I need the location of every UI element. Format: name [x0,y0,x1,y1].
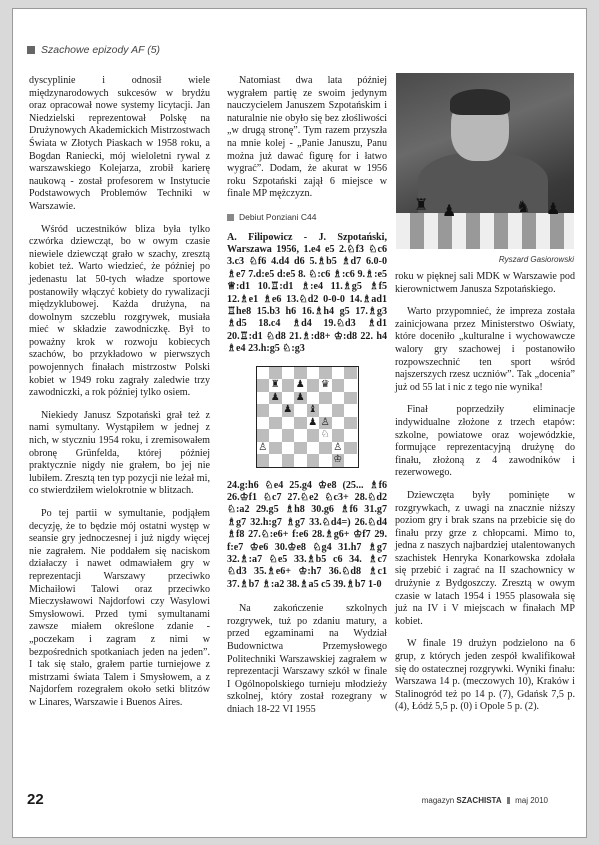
chess-piece-icon: ♟ [546,201,561,218]
board-square [294,417,307,430]
board-square [344,392,357,405]
board-square [282,367,295,380]
chess-piece-icon: ♞ [516,199,531,216]
paragraph: dyscyplinie i odnosił wiele międzynarodowych sukcesów w brydżu oraz opracował nowe systemy licytacji. Jan Niedzielski reprezentował Polskę na Drużynowych Akademickich Mistrzostwach Świata w Złotych Piaskach w 1958 roku, a Bogdan Raniecki, mój wieloletni rywal z warszawskiego Kolejarza, zrobił karierę naukową - został profesorem w Instytucie Podstawowych Problemów Techniki w Warszawie. [29,75,210,212]
board-square [282,379,295,392]
magazine-info [422,796,548,805]
board-square: ♔ [333,454,343,466]
chess-diagram [256,366,359,468]
board-square [344,454,357,467]
photo-hair-shape [450,89,510,115]
opening-name: Debiut Ponziani C44 [239,211,317,222]
magazine-page [12,8,587,838]
issue-date: maj 2010 [515,796,548,805]
board-square [269,442,282,455]
board-square [257,392,270,405]
board-square: ♟ [283,404,293,416]
board-square [307,392,320,405]
board-square [344,429,357,442]
board-square [269,417,282,430]
board-square: ♟ [308,416,318,428]
board-square [332,379,345,392]
board-square [282,454,295,467]
paragraph: Natomiast dwa lata później wygrałem partię ze swoim jedynym nauczycielem Januszem Szpotańskim i naturalnie nie obyło się bez złośliwości „w drugą stronę”. Tym razem przyszła na mnie kolej - „Panie Januszu, Panu można już dawać figurę for i łatwo wygrać”. Dodam, że akurat w 1956 roku Szpotański zajął 6 miejsce w finale MP mężczyzn. [227,75,387,200]
paragraph: Wśród uczestników bliza była tylko czwórka dziewcząt, bo w owym czasie niewiele dziewcząt grało w szachy, zresztą kobiet też. Warto wiedzieć, że później po jedenastu lat 50-tych władze sportowe postanowiły włączyć kobiety do rywalizacji międzyklubowej. Każda drużyna, na dowolnym szczeblu rozgrywek, musiała mieć w składzie zawodniczkę. Był to poważny krok w rozwoju kobiecych szachów, bo przykładowo w pierwszych powojennych finałach mistrzostw Polski kobiet w 1949 roku zagrały zaledwie trzy zawodniczki, a rok później tylko osiem. [29,223,210,399]
section-title: Szachowe epizody AF (5) [41,44,161,56]
board-square [269,454,282,467]
board-square [332,367,345,380]
board-square [269,367,282,380]
board-square [344,417,357,430]
paragraph: Po tej partii w symultanie, podjąłem decyzję, że to będzie mój ostatni występ w seansie gry jednoczesnej i już nigdy więcej nie zagrałem. Nie poddałem się naciskom działaczy i nawet odmawiałem gry w reprezentacji Warszawy przeciwko Michaiłowi Talowi oraz przeciwko Mieczysławowi Najdorfowi czy Wasylowi Smysłowowi. Przed tymi symultanami zawsze miałem określone zdanie - „poczekam i zagram z nimi w bezpośrednich spotkaniach jeden na jeden”. I tak się stało, grałem partie turniejowe z mistrzami świata Talem i Smysłowem, a z Najdorfem rozegrałem około setki blitzów w Linares, Warszawie i Buenos Aires. [29,508,210,708]
paragraph: Dziewczęta były pominięte w rozgrywkach, z uwagi na znacznie niższy poziom gry i brak szans na przebicie się do finału przy grze z chłopcami. Mimo to, jedna z naszych najbardziej utalentowanych szachistek Henryka Konarkowska zdołała się przebić i zagrać na II szachownicy w drużynie z Bydgoszczy. Zresztą w owym czasie w latach 1954 i 1955 plasowała się już na IV i V miejscach w finałach MP kobiet. [395,489,575,627]
board-square [319,367,332,380]
board-square [307,379,320,392]
header-square-icon [27,46,35,54]
column-3 [395,271,575,724]
paragraph: Na zakończenie szkolnych rozgrywek, tuż po zdaniu matury, a przed egzaminami na Wydział Budownictwa Przemysłowego Politechniki Warszawskiej zagrałem w reprezentacji Warszawy szkół w finale I Ogólnopolskiego turnieju młodzieży szkolnej, który został rozegrany w dniach 18-22 VI 1955 [227,603,387,715]
board-square [294,454,307,467]
board-square: ♙ [333,441,343,453]
board-square: ♙ [320,416,330,428]
board-square [294,367,307,380]
board-square: ♝ [308,404,318,416]
chess-piece-icon: ♜ [414,197,429,214]
board-square [257,379,270,392]
chess-piece-icon: ♟ [442,203,457,220]
board-square [282,442,295,455]
board-square [294,429,307,442]
page-footer [13,791,588,811]
board-square [269,404,282,417]
board-square [257,367,270,380]
board-square: ♛ [320,379,330,391]
board-square [332,417,345,430]
board-square [269,429,282,442]
board-square [294,404,307,417]
board-square [319,442,332,455]
game-header: A. Filipowicz - J. Szpotański, [227,231,387,243]
board-square [282,392,295,405]
board-square [344,442,357,455]
board-square [282,429,295,442]
board-square [294,442,307,455]
board-square: ♙ [258,441,268,453]
paragraph: Niekiedy Janusz Szpotański grał też z nami symultany. Wystąpiłem w jednej z nich, w styczniu 1954 roku, i zremisowałem obronę Grünfelda, której później praktycznie nigdy nie grałem, bo jej nie lubiłem. Zresztą ten typ pozycji nie leżał mi, co stwierdziłem wielokrotnie w blitzach. [29,409,210,497]
board-square [307,367,320,380]
board-square [319,404,332,417]
board-square [257,454,270,467]
section-header [27,43,160,57]
board-square: ♟ [295,379,305,391]
paragraph: Warto przypomnieć, że impreza została zainicjowana przez Ministerstwo Oświaty, które doceniło „kulturalne i wychowawcze walory gry szachowej i postanowiło rozpowszechnić ten sport wśród najszerszych rzesz uczniów”. Tak „docenia” już od 55 lat i nic z tego nie wynika! [395,306,575,393]
column-1 [29,75,210,720]
board-square [257,417,270,430]
game-notation-1 [227,232,387,356]
board-square [332,392,345,405]
portrait-photo [396,73,574,249]
magazine-name: SZACHISTA [456,796,502,805]
magazine-prefix: magazyn [421,796,455,805]
game-moves: 24.g:h6 ♘e4 25.g4 ♔e8 (25... ♗f6 26.♔f1 ♘c7 27.♘e2 ♘c3+ 28.♘d2 ♘:a2 29.g5 ♗h8 30.g6 ♗f6 31.g7 ♗g7 32.h:g7 ♗g7 33.♘d4=) 26.♘d4 ♗f8 27.♘:e6+ f:e6 28.♗g6+ ♔f7 29. f:e7 ♔e6 30.♔e8 ♘g4 31.h7 ♗g7 32.♗:a7 ♘e5 33.♗b5 c6 34. ♗c7 ♘d3 35.♗e6+ ♔:h7 36.♘d8 ♗c1 37.♗b7 ♗:a2 38.♗a5 c5 39.♗b7 1-0 [227,479,387,590]
opening-square-icon [227,214,234,221]
paragraph: Finał poprzedziły eliminacje indywidualne złożone z trzech etapów: szkolne, powiatowe oraz wojewódzkie, formujące reprezentacyjną drużynę do finału, złożoną z 4 zawodników i rezerwowego. [395,404,575,479]
separator-bar-icon [507,797,510,804]
board-square [332,429,345,442]
column-2 [227,75,387,727]
page-number: 22 [27,791,44,808]
board-square [307,442,320,455]
board-square [344,404,357,417]
board-square [319,392,332,405]
board-square [332,404,345,417]
opening-label [227,211,387,224]
board-square [282,417,295,430]
board-square: ♘ [320,429,330,441]
board-square: ♜ [270,379,280,391]
paragraph: roku w pięknej sali MDK w Warszawie pod kierownictwem Janusza Szpotańskiego. [395,271,575,295]
board-square: ♟ [295,391,305,403]
board-square [257,429,270,442]
paragraph: W finale 19 drużyn podzielono na 6 grup, z których jeden zespół kwalifikował się do ostatecznej rozgrywki. Wyniki finału: Warszawa 14 p. (meczowych 10), Kraków i Stalinogród też po 14 p. (7), Gdańsk 7,5 p. (4), Łódź 5,5 p. (0) i Opole 5 p. (2). [395,638,575,713]
board-square [319,454,332,467]
board-square [344,367,357,380]
game-moves: Warszawa 1956, 1.e4 e5 2.♘f3 ♘c6 3.c3 ♘f6 4.d4 d6 5.♗b5 ♗d7 6.0-0 ♗e7 7.d:e5 d:e5 8. ♘:c6 ♗:c6 9.♗:e5 ♕:d1 10.♖:d1 ♗:e4 11.♗g5 ♗f5 12.♗e1 ♗e6 13.♘d2 0-0-0 14.♗ad1 ♖he8 15.b3 h6 16.♗h4 g5 17.♗g3 ♗d5 18.c4 ♗d4 19.♘d3 ♗d1 20.♖:d1 ♘d8 21.♗:d8+ ♔:d8 22. h4 ♗e4 23.h:g5 ♘:g3 [227,243,387,355]
board-square [307,429,320,442]
board-square [307,454,320,467]
game-notation-2 [227,480,387,592]
board-square [344,379,357,392]
photo-caption: Ryszard Gasiorowski [498,255,574,264]
board-square [257,404,270,417]
board-square: ♟ [270,391,280,403]
